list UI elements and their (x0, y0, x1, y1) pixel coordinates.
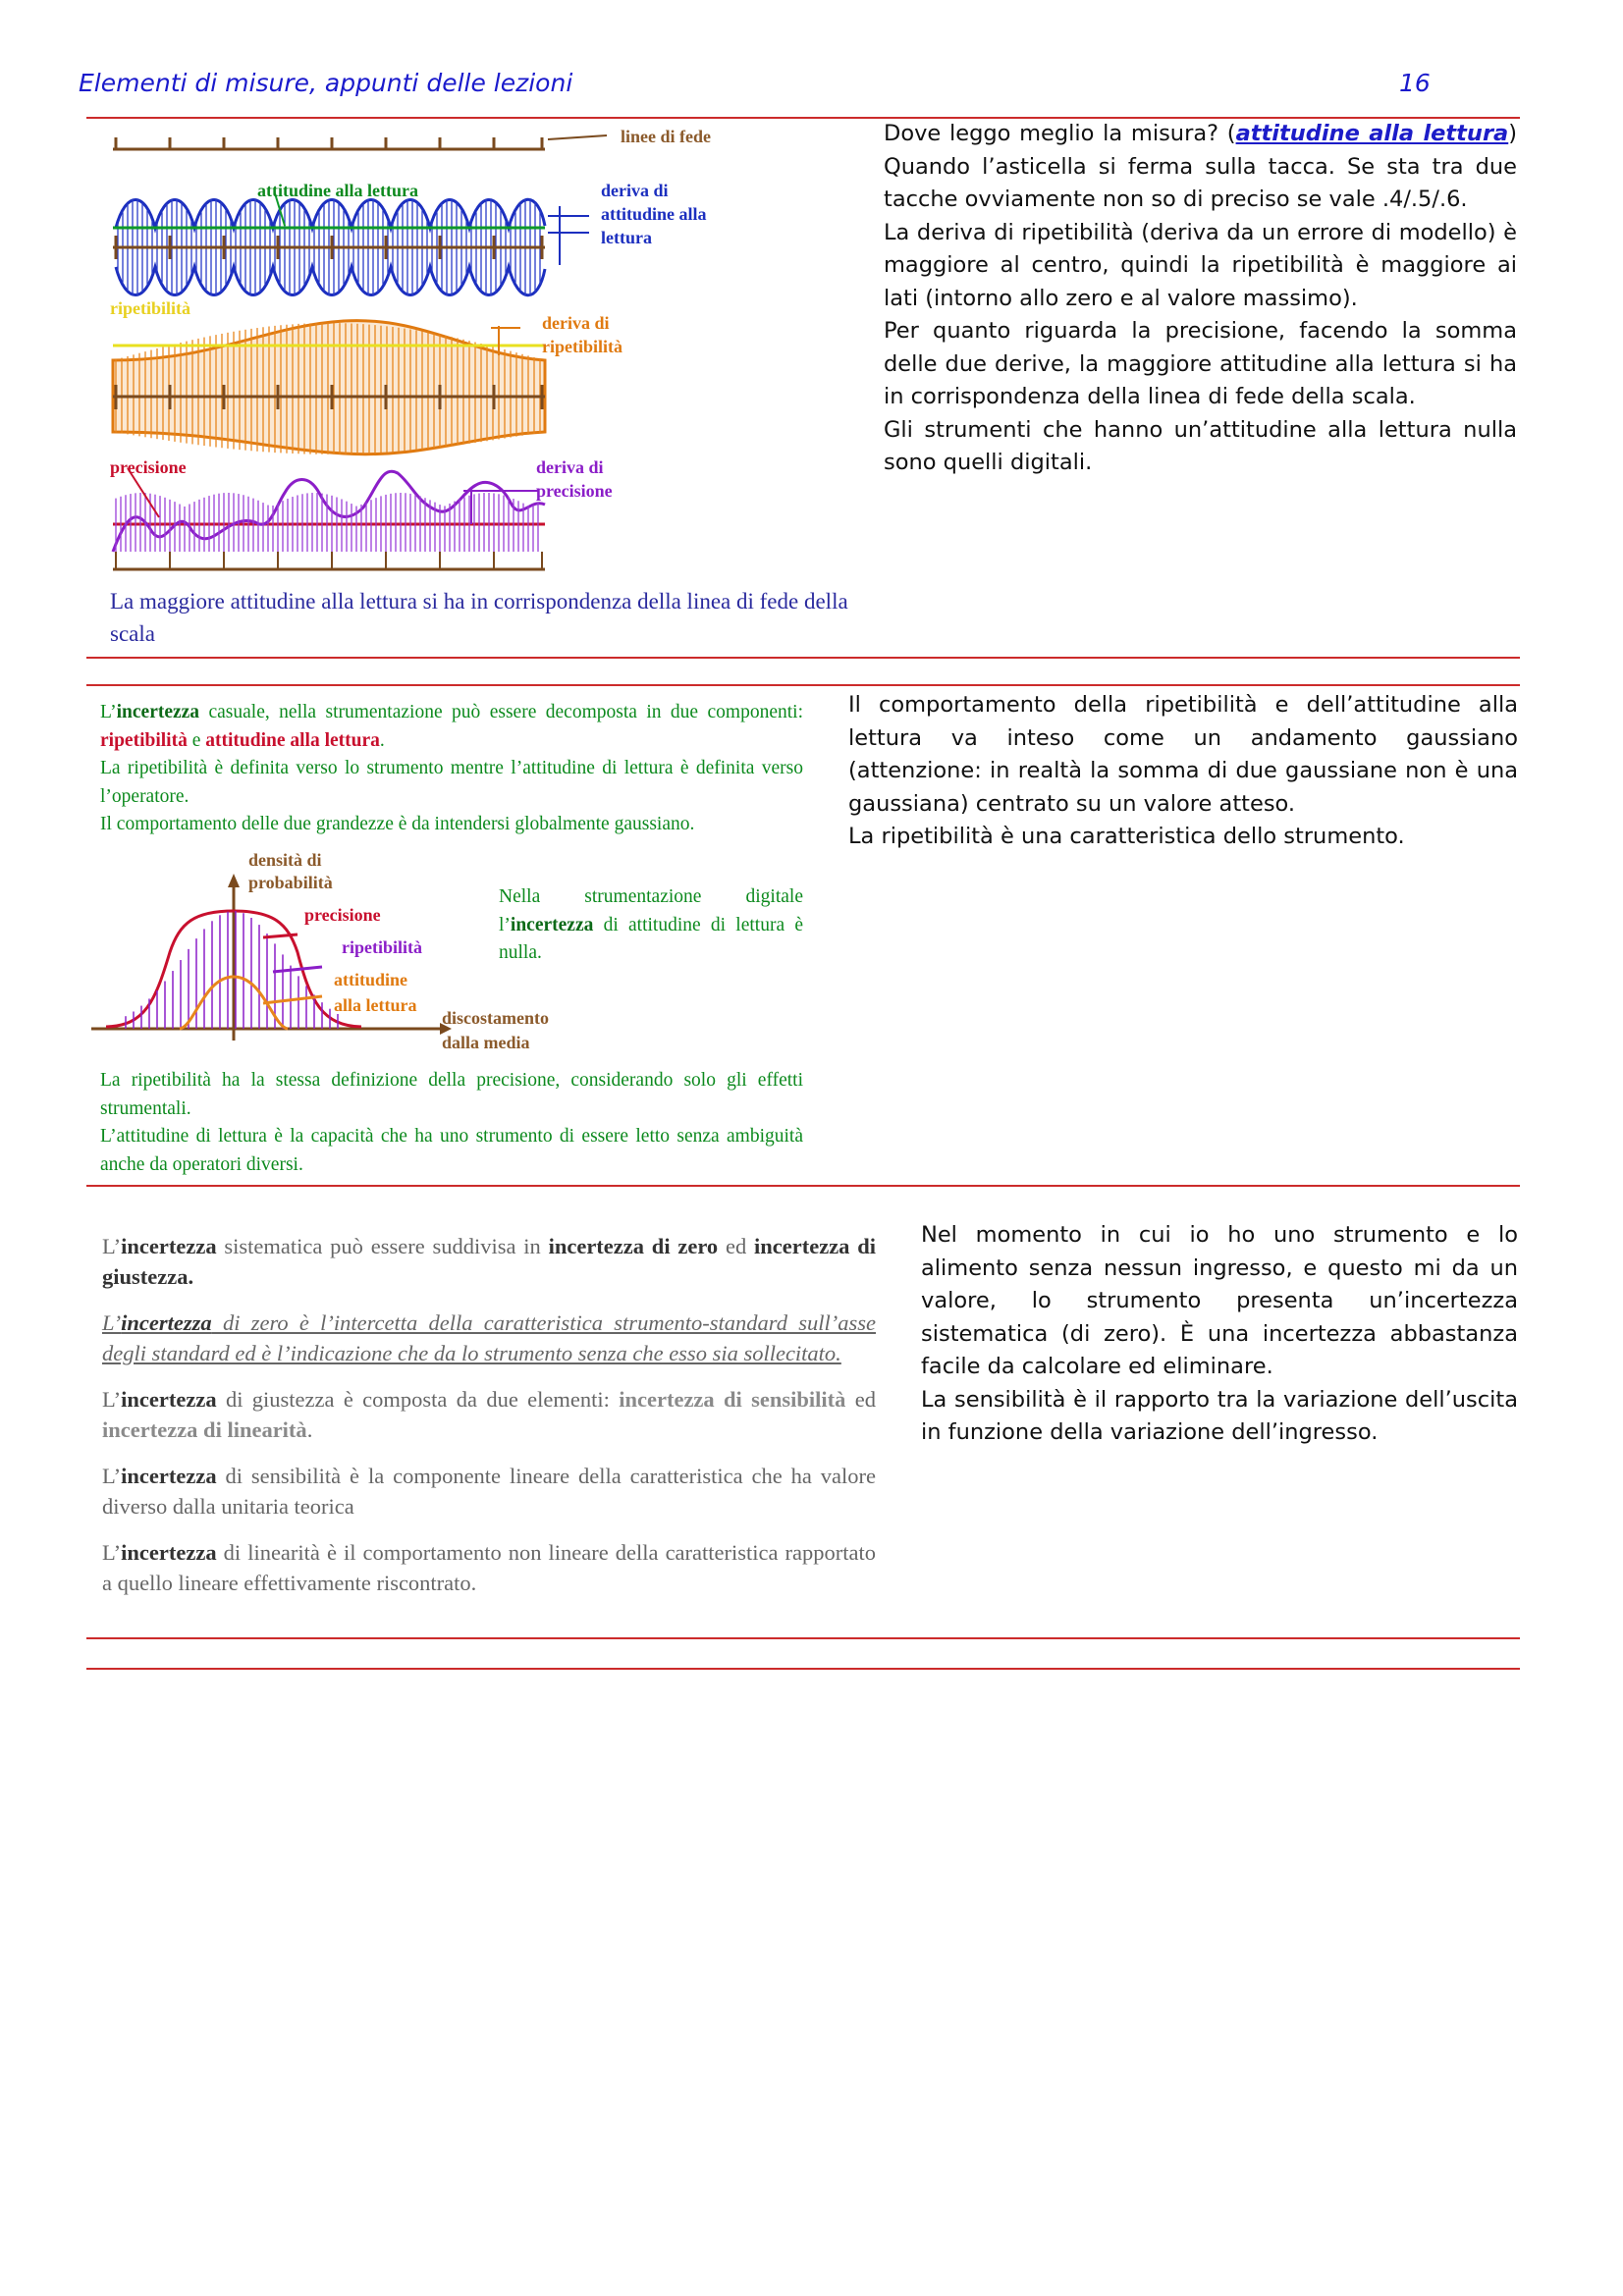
text-span: Dove leggo meglio la misura? ( (884, 121, 1236, 146)
section2-right-text (848, 689, 1518, 854)
term-incertezza-linearita: incertezza di linearità (102, 1417, 307, 1442)
section-rule (86, 1637, 1520, 1639)
text-span: di giustezza è composta da due elementi: (216, 1387, 620, 1412)
term-ripetibilita: ripetibilità (100, 729, 188, 751)
label-linee-fede: linee di fede (621, 127, 711, 146)
digital-note (499, 883, 803, 968)
paragraph: Il comportamento delle due grandezze è da intendersi globalmente gaussiano. (100, 814, 695, 834)
running-header-title: Elementi di misure, appunti delle lezioni (79, 69, 573, 97)
paragraph: Nel momento in cui io ho uno strumento e lo alimento senza nessun ingresso, e questo mi da un valore, lo strumento presenta un’incertezza sistematica (di zero). È una incertezza abbastanza facile da calcolare ed eliminare. (921, 1222, 1518, 1379)
term-incertezza: incertezza (121, 1540, 217, 1565)
text-span: . (379, 729, 385, 751)
term-attitudine: attitudine alla lettura (205, 729, 380, 751)
label-deriva-precisione-2: precisione (536, 481, 613, 501)
label-attitudine-g-2: alla lettura (334, 995, 417, 1015)
text-span: ed (718, 1234, 754, 1258)
text-span: L’ (100, 702, 117, 722)
scale-drift-figure (98, 120, 746, 581)
term-incertezza-zero: incertezza di zero (548, 1234, 719, 1258)
label-ripetibilita-g: ripetibilità (342, 937, 422, 957)
text-span: di zero è l’intercetta della caratteristica strumento-standard sull’asse degli standard ed è l’indicazione che da lo strumento senza che esso sia sollecitato. (102, 1310, 876, 1365)
term-incertezza: incertezza (510, 914, 594, 935)
label-deriva-attitudine-3: lettura (601, 228, 652, 247)
paragraph: Per quanto riguarda la precisione, facendo la somma delle due derive, la maggiore attitudine alla lettura si ha in corrispondenza della linea di fede della scala. (884, 318, 1517, 409)
text-span: L’ (102, 1310, 122, 1335)
section3-left-text (102, 1231, 876, 1614)
section2-left-text (100, 699, 803, 839)
paragraph: La ripetibilità ha la stessa definizione della precisione, considerando solo gli effetti strumentali. (100, 1070, 803, 1119)
label-ripetibilita: ripetibilità (110, 298, 190, 318)
text-span: ) Quando l’asticella si ferma sulla tacca. Se sta tra due tacche ovviamente non so di preciso se vale .4/.5/.6. (884, 121, 1518, 212)
label-deriva-attitudine-2: attitudine alla (601, 204, 707, 224)
label-deriva-ripetibilita-1: deriva di (542, 313, 610, 333)
label-precisione-g: precisione (304, 905, 381, 925)
text-span: sistematica può essere suddivisa in (216, 1234, 549, 1258)
label-discostamento-2: dalla media (442, 1033, 530, 1052)
section-rule (86, 684, 1520, 686)
section-rule (86, 1185, 1520, 1187)
text-span: di sensibilità è la componente lineare della caratteristica che ha valore diverso dalla unitaria teorica (102, 1464, 876, 1519)
section3-right-text (921, 1219, 1518, 1450)
label-densita-1: densità di (248, 850, 322, 870)
attitudine-link: attitudine alla lettura (1235, 121, 1509, 146)
text-span: di attitudine di lettura è nulla. (499, 914, 803, 963)
figure-caption: La maggiore attitudine alla lettura si ha in corrispondenza della linea di fede della scala (110, 589, 848, 646)
paragraph: La sensibilità è il rapporto tra la variazione dell’uscita in funzione della variazione dell’ingresso. (921, 1386, 1518, 1445)
term-incertezza-sensibilita: incertezza di sensibilità (619, 1387, 846, 1412)
term-incertezza-giustezza: incertezza di giustezza. (102, 1234, 876, 1289)
paragraph: L’attitudine di lettura è la capacità che ha uno strumento di essere letto senza ambiguità anche da operatori diversi. (100, 1126, 803, 1175)
text-span: casuale, nella strumentazione può essere decomposta in due componenti: (199, 702, 803, 722)
section2-left-bottom-text (100, 1067, 803, 1179)
page-number: 16 (1399, 69, 1431, 97)
text-span: L’ (102, 1540, 122, 1565)
paragraph: La ripetibilità è definita verso lo strumento mentre l’attitudine di lettura è definita verso l’operatore. (100, 758, 803, 807)
text-span: L’ (102, 1387, 122, 1412)
paragraph: Gli strumenti che hanno un’attitudine alla lettura nulla sono quelli digitali. (884, 416, 1517, 475)
term-incertezza: incertezza (116, 702, 200, 722)
label-precisione: precisione (110, 457, 187, 477)
label-densita-2: probabilità (248, 873, 333, 892)
term-incertezza: incertezza (121, 1234, 217, 1258)
text-span: di linearità è il comportamento non lineare della caratteristica rapportato a quello lineare effettivamente riscontrato. (102, 1540, 876, 1595)
term-incertezza: incertezza (121, 1310, 212, 1335)
paragraph: La ripetibilità è una caratteristica dello strumento. (848, 824, 1405, 849)
label-deriva-precisione-1: deriva di (536, 457, 604, 477)
label-deriva-ripetibilita-2: ripetibilità (542, 337, 622, 356)
text-span: e (187, 729, 206, 751)
label-discostamento-1: discostamento (442, 1008, 549, 1028)
paragraph: Il comportamento della ripetibilità e dell’attitudine alla lettura va inteso come un andamento gaussiano (attenzione: in realtà la somma di due gaussiane non è una gaussiana) centrato su un valore atteso. (848, 692, 1518, 817)
section-rule (86, 657, 1520, 659)
term-incertezza: incertezza (121, 1464, 217, 1488)
text-span: . (306, 1417, 313, 1442)
paragraph: La deriva di ripetibilità (deriva da un errore di modello) è maggiore al centro, quindi la ripetibilità è maggiore ai lati (intorno allo zero e al valore massimo). (884, 219, 1517, 311)
text-span: ed (845, 1387, 876, 1412)
term-incertezza: incertezza (121, 1387, 217, 1412)
label-attitudine-g-1: attitudine (334, 970, 408, 989)
label-deriva-attitudine-1: deriva di (601, 181, 669, 200)
section-rule (86, 1668, 1520, 1670)
text-span: L’ (102, 1234, 122, 1258)
text-span: Nella strumentazione digitale l’ (499, 886, 803, 935)
text-span: L’ (102, 1464, 122, 1488)
label-attitudine: attitudine alla lettura (257, 181, 418, 200)
section1-right-text (884, 118, 1517, 480)
